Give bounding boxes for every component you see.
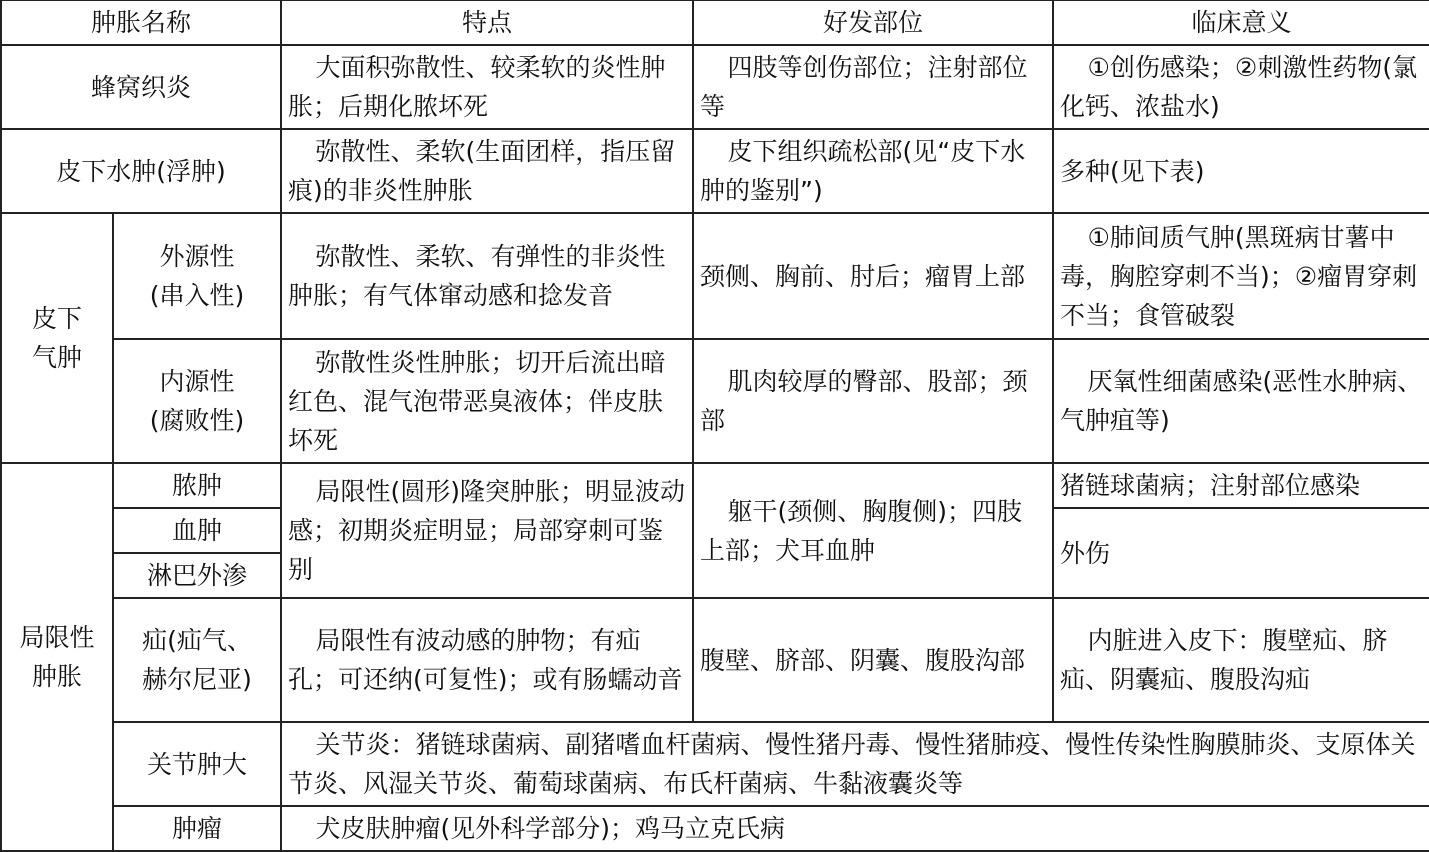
name-hernia-line-2: 赫尔尼亚) [142, 665, 252, 694]
group-emphysema-line-2: 气肿 [31, 343, 82, 372]
name-cellulitis: 蜂窝织炎 [1, 45, 281, 129]
header-row [1, 1, 1429, 46]
meaning-hernia: 内脏进入皮下：腹壁疝、脐疝、阴囊疝、腹股沟疝 [1053, 598, 1429, 722]
site-edema: 皮下组织疏松部(见“皮下水肿的鉴别”) [693, 129, 1053, 213]
meaning-edema: 多种(见下表) [1053, 129, 1429, 213]
meaning-abscess: 猪链球菌病；注射部位感染 [1053, 463, 1429, 508]
site-endogenous: 肌肉较厚的臀部、股部；颈部 [693, 339, 1053, 463]
header-site: 好发部位 [693, 1, 1053, 46]
feature-cellulitis: 大面积弥散性、较柔软的炎性肿胀；后期化脓坏死 [281, 45, 693, 129]
table-row-emphysema-endogenous [1, 339, 1429, 463]
name-exogenous [113, 213, 281, 339]
table-row-joint [1, 722, 1429, 806]
table-row-tumor [1, 806, 1429, 851]
header-meaning: 临床意义 [1053, 1, 1429, 46]
name-endogenous-line-2: (腐败性) [149, 406, 245, 435]
site-cellulitis: 四肢等创伤部位；注射部位等 [693, 45, 1053, 129]
table-row-cellulitis [1, 45, 1429, 129]
group-localized-line-2: 肿胀 [31, 662, 82, 691]
group-emphysema-line-1: 皮下 [31, 304, 82, 333]
name-endogenous [113, 339, 281, 463]
name-endogenous-line-1: 内源性 [159, 367, 235, 396]
name-hematoma: 血肿 [113, 508, 281, 553]
table-row-emphysema-exogenous [1, 213, 1429, 339]
text-joint: 关节炎：猪链球菌病、副猪嗜血杆菌病、慢性猪丹毒、慢性猪肺疫、慢性传染性胸膜肺炎、支原体关节炎、风湿关节炎、葡萄球菌病、布氏杆菌病、牛黏液囊炎等 [281, 722, 1429, 806]
name-hernia-line-1: 疝(疝气、 [142, 626, 252, 655]
group-localized-line-1: 局限性 [19, 623, 95, 652]
meaning-cellulitis: ①创伤感染；②刺激性药物(氯化钙、浓盐水) [1053, 45, 1429, 129]
name-abscess: 脓肿 [113, 463, 281, 508]
header-name: 肿胀名称 [1, 1, 281, 46]
site-cyst-group: 躯干(颈侧、胸腹侧)；四肢上部；犬耳血肿 [693, 463, 1053, 598]
feature-endogenous: 弥散性炎性肿胀；切开后流出暗红色、混气泡带恶臭液体；伴皮肤坏死 [281, 339, 693, 463]
name-exogenous-line-1: 外源性 [159, 242, 235, 271]
site-hernia: 腹壁、脐部、阴囊、腹股沟部 [693, 598, 1053, 722]
name-joint: 关节肿大 [113, 722, 281, 806]
name-edema: 皮下水肿(浮肿) [1, 129, 281, 213]
name-hernia [113, 598, 281, 722]
name-lymph: 淋巴外渗 [113, 553, 281, 598]
group-emphysema [1, 213, 113, 463]
table-row-edema [1, 129, 1429, 213]
name-tumor: 肿瘤 [113, 806, 281, 851]
meaning-exogenous: ①肺间质气肿(黑斑病甘薯中毒，胸腔穿刺不当)；②瘤胃穿刺不当；食管破裂 [1053, 213, 1429, 339]
feature-cyst-group: 局限性(圆形)隆突肿胀；明显波动感；初期炎症明显；局部穿刺可鉴别 [281, 463, 693, 598]
text-tumor: 犬皮肤肿瘤(见外科学部分)；鸡马立克氏病 [281, 806, 1429, 851]
feature-edema: 弥散性、柔软(生面团样，指压留痕)的非炎性肿胀 [281, 129, 693, 213]
table-row-hernia [1, 598, 1429, 722]
feature-hernia: 局限性有波动感的肿物；有疝孔；可还纳(可复性)；或有肠蠕动音 [281, 598, 693, 722]
feature-exogenous: 弥散性、柔软、有弹性的非炎性肿胀；有气体窜动感和捻发音 [281, 213, 693, 339]
header-feature: 特点 [281, 1, 693, 46]
table-row-abscess [1, 463, 1429, 508]
meaning-endogenous: 厌氧性细菌感染(恶性水肿病、气肿疽等) [1053, 339, 1429, 463]
group-localized [1, 463, 113, 851]
name-exogenous-line-2: (串入性) [149, 281, 245, 310]
site-exogenous: 颈侧、胸前、肘后；瘤胃上部 [693, 213, 1053, 339]
meaning-hematoma: 外伤 [1053, 508, 1429, 598]
